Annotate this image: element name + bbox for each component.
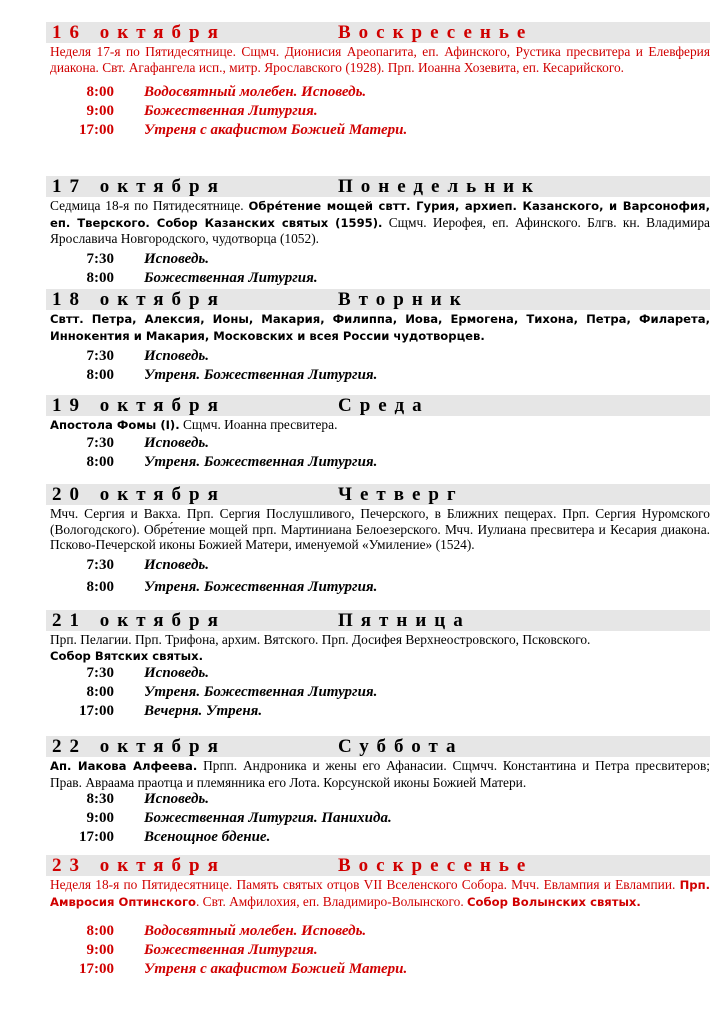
service-row: [46, 347, 710, 366]
day-commemorations: Свтт. Петра, Алексия, Ионы, Макария, Филиппа, Иова, Ермогена, Тихона, Петра, Филарета, Иннокентия и Макария, Московских и всея России чудотворцев.: [50, 312, 710, 343]
service-time: 8:30: [86, 791, 114, 807]
service-time: 8:00: [86, 578, 114, 595]
service-time: 8:00: [86, 84, 114, 100]
day-header: [46, 610, 710, 631]
day-commemorations: Прп. Пелагии. Прп. Трифона, архим. Вятского. Прп. Досифея Верхнеостровского, Псковского. Собор Вятских святых.: [50, 632, 591, 663]
service-row: [46, 366, 710, 385]
service-time: 7:30: [86, 434, 114, 451]
day-weekday: Суббота: [338, 736, 464, 757]
day-header: [46, 736, 710, 757]
day-block: [46, 736, 710, 847]
service-row: [46, 702, 710, 721]
service-name: Водосвятный молебен. Исповедь.: [144, 923, 367, 939]
service-time: 17:00: [79, 961, 114, 977]
service-time: 17:00: [79, 829, 114, 845]
service-name: Божественная Литургия.: [144, 269, 318, 286]
day-date: 21 октября: [52, 610, 226, 631]
day-date: 17 октября: [52, 176, 226, 197]
service-name: Утреня. Божественная Литургия.: [144, 453, 378, 470]
day-header: [46, 176, 710, 197]
service-row: [46, 556, 710, 575]
service-time: 7:30: [86, 665, 114, 681]
day-date: 22 октября: [52, 736, 226, 757]
service-row: [46, 269, 710, 288]
service-name: Вечерня. Утреня.: [144, 703, 263, 719]
service-row: [46, 250, 710, 269]
service-name: Исповедь.: [144, 250, 210, 267]
service-time: 9:00: [86, 810, 114, 826]
service-name: Утреня. Божественная Литургия.: [144, 367, 378, 383]
service-row: [46, 941, 710, 960]
service-row: [46, 828, 710, 847]
service-row: [46, 83, 710, 102]
service-time: 8:00: [86, 684, 114, 700]
service-name: Исповедь.: [144, 434, 210, 451]
day-block: [46, 395, 710, 472]
service-time: 9:00: [86, 103, 114, 119]
service-row: [46, 578, 710, 597]
day-weekday: Четверг: [338, 484, 464, 505]
service-name: Исповедь.: [144, 665, 210, 681]
day-block: [46, 484, 710, 597]
service-name: Водосвятный молебен. Исповедь.: [144, 84, 367, 100]
service-time: 8:00: [86, 367, 114, 383]
service-time: 7:30: [86, 250, 114, 267]
day-commemorations: Ап. Иакова Алфеева. Прпп. Андроника и жены его Афанасии. Сщмчч. Константина и Петра пресвитеров; Прав. Авраама праотца и племянника его Лота. Корсунской иконы Божией Матери.: [50, 758, 710, 790]
service-time: 7:30: [86, 556, 114, 573]
day-weekday: Воскресенье: [338, 855, 534, 876]
day-weekday: Понедельник: [338, 176, 542, 197]
service-time: 8:00: [86, 923, 114, 939]
service-row: [46, 453, 710, 472]
service-row: [46, 102, 710, 121]
service-row: [46, 121, 710, 140]
service-name: Божественная Литургия. Панихида.: [144, 810, 392, 826]
service-row: [46, 790, 710, 809]
service-time: 7:30: [86, 348, 114, 364]
day-block: [46, 610, 710, 721]
day-commemorations: Мчч. Сергия и Вакха. Прп. Сергия Послушливого, Печерского, в Ближних пещерах. Прп. Сергия Нуромского (Вологодского). Обре́тение мощей прп. Мартиниана Белоезерского. Мчч. Иулиана пресвитера и Кесария диакона. Псково-Печерской иконы Божией Матери, именуемой «Умиление» (1524).: [50, 506, 710, 552]
day-weekday: Воскресенье: [338, 22, 534, 43]
day-date: 18 октября: [52, 289, 226, 310]
service-name: Утреня с акафистом Божией Матери.: [144, 961, 408, 977]
service-row: [46, 664, 710, 683]
service-name: Божественная Литургия.: [144, 103, 318, 119]
service-time: 8:00: [86, 269, 114, 286]
service-name: Утреня с акафистом Божией Матери.: [144, 122, 408, 138]
service-name: Божественная Литургия.: [144, 942, 318, 958]
service-time: 17:00: [79, 703, 114, 719]
service-name: Исповедь.: [144, 348, 210, 364]
service-time: 17:00: [79, 122, 114, 138]
day-block: [46, 855, 710, 979]
day-commemorations: Апостола Фомы (I). Сщмч. Иоанна пресвитера.: [50, 417, 338, 432]
service-time: 8:00: [86, 453, 114, 470]
day-date: 20 октября: [52, 484, 226, 505]
service-row: [46, 809, 710, 828]
service-row: [46, 960, 710, 979]
day-commemorations: Седмица 18-я по Пятидесятнице. Обре́тение мощей свтт. Гурия, архиеп. Казанского, и Варсонофия, еп. Тверского. Собор Казанских святых (1595). Сщмч. Иерофея, еп. Афинского. Блгв. кн. Владимира Ярославича Новгородского, чудотворца (1052).: [50, 198, 710, 246]
day-weekday: Среда: [338, 395, 430, 416]
day-date: 19 октября: [52, 395, 226, 416]
service-name: Всенощное бдение.: [144, 829, 271, 845]
service-row: [46, 434, 710, 453]
service-row: [46, 683, 710, 702]
day-date: 23 октября: [52, 855, 226, 876]
day-block: [46, 22, 710, 140]
day-block: [46, 289, 710, 385]
service-time: 9:00: [86, 942, 114, 958]
day-header: [46, 22, 710, 43]
service-name: Исповедь.: [144, 556, 210, 573]
day-weekday: Пятница: [338, 610, 471, 631]
day-header: [46, 395, 710, 416]
day-header: [46, 855, 710, 876]
service-name: Утреня. Божественная Литургия.: [144, 684, 378, 700]
day-block: [46, 176, 710, 288]
day-commemorations: Неделя 18-я по Пятидесятнице. Память святых отцов VII Вселенского Собора. Мчч. Евлампия и Евлампии. Прп. Амвросия Оптинского. Свт. Амфилохия, еп. Владимиро-Волынского. Собор Волынских святых.: [50, 877, 710, 909]
service-name: Утреня. Божественная Литургия.: [144, 578, 378, 595]
service-row: [46, 922, 710, 941]
day-header: [46, 289, 710, 310]
day-date: 16 октября: [52, 22, 226, 43]
day-header: [46, 484, 710, 505]
service-name: Исповедь.: [144, 791, 210, 807]
day-weekday: Вторник: [338, 289, 469, 310]
day-commemorations: Неделя 17-я по Пятидесятнице. Сщмч. Дионисия Ареопагита, еп. Афинского, Рустика пресвитера и Елевферия диакона. Свт. Агафангела исп., митр. Ярославского (1928). Прп. Иоанна Хозевита, еп. Кесарийского.: [50, 44, 710, 75]
